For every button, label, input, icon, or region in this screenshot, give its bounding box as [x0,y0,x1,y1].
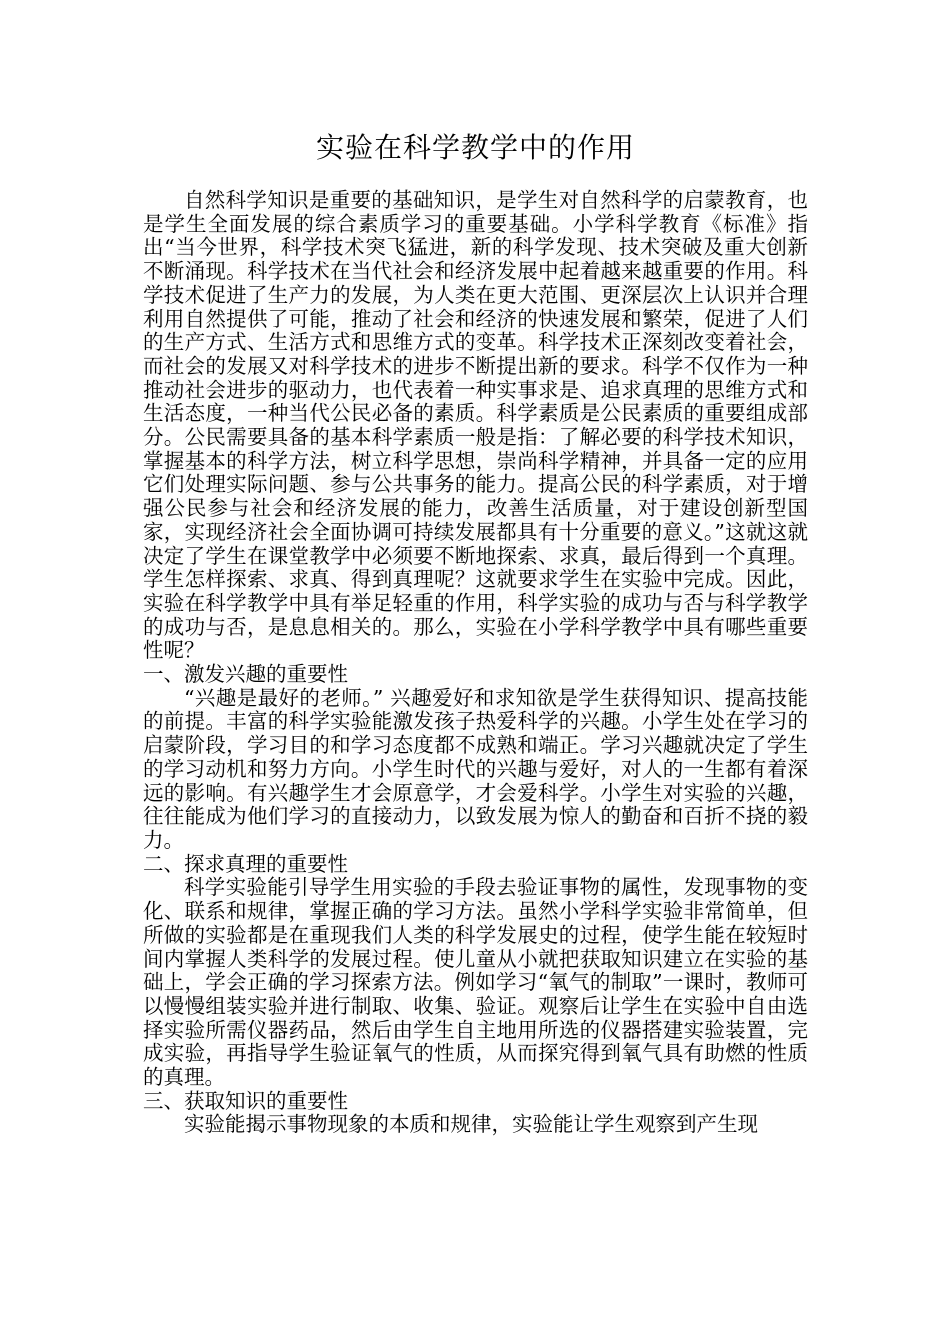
document-page [143,128,808,1137]
document-title: 实验在科学教学中的作用 [315,131,635,164]
section-body-knowledge: 实验能揭示事物现象的本质和规律，实验能让学生观察到产生现 [184,1112,758,1137]
intro-paragraph: 自然科学知识是重要的基础知识，是学生对自然科学的启蒙教育，也是学生全面发展的综合素质学习的重要基础。小学科学教育《标准》指出“当今世界，科学技术突飞猛进，新的科学发现、技术突破及重大创新不断涌现。科学技术在当代社会和经济发展中起着越来越重要的作用。科学技术促进了生产力的发展，为人类在更大范围、更深层次上认识并合理利用自然提供了可能，推动了社会和经济的快速发展和繁荣，促进了人们的生产方式、生活方式和思维方式的变革。科学技术正深刻改变着社会，而社会的发展又对科学技术的进步不断提出新的要求。科学不仅作为一种推动社会进步的驱动力，也代表着一种实事求是、追求真理的思维方式和生活态度，一种当代公民必备的素质。科学素质是公民素质的重要组成部分。公民需要具备的基本科学素质一般是指：了解必要的科学技术知识，掌握基本的科学方法，树立科学思想，崇尚科学精神，并具备一定的应用它们处理实际问题、参与公共事务的能力。提高公民的科学素质，对于增强公民参与社会和经济发展的能力，改善生活质量，对于建设创新型国家，实现经济社会全面协调可持续发展都具有十分重要的意义。”这就这就决定了学生在课堂教学中必须要不断地探索、求真，最后得到一个真理。学生怎样探索、求真、得到真理呢？这就要求学生在实验中完成。因此，实验在科学教学中具有举足轻重的作用，科学实验的成功与否与科学教学的成功与否，是息息相关的。那么，实验在小学科学教学中具有哪些重要性呢？ [143,188,808,663]
section-heading-interest: 一、激发兴趣的重要性 [143,662,348,687]
section-body-truth: 科学实验能引导学生用实验的手段去验证事物的属性，发现事物的变化、联系和规律，掌握正确的学习方法。虽然小学科学实验非常简单，但所做的实验都是在重现我们人类的科学发展史的过程，使学生能在较短时间内掌握人类科学的发展过程。使儿童从小就把获取知识建立在实验的基础上，学会正确的学习探索方法。例如学习“氧气的制取”一课时，教师可以慢慢组装实验并进行制取、收集、验证。观察后让学生在实验中自由选择实验所需仪器药品，然后由学生自主地用所选的仪器搭建实验装置，完成实验，再指导学生验证氧气的性质，从而探究得到氧气具有助燃的性质的真理。 [143,875,808,1090]
section-body-interest: “兴趣是最好的老师。” 兴趣爱好和求知欲是学生获得知识、提高技能的前提。丰富的科学实验能激发孩子热爱科学的兴趣。小学生处在学习的启蒙阶段，学习目的和学习态度都不成熟和端正。学习兴趣就决定了学生的学习动机和努力方向。小学生时代的兴趣与爱好，对人的一生都有着深远的影响。有兴趣学生才会原意学，才会爱科学。小学生对实验的兴趣，往往能成为他们学习的直接动力，以致发展为惊人的勤奋和百折不挠的毅力。 [143,685,808,852]
section-heading-truth: 二、探求真理的重要性 [143,851,348,876]
section-heading-knowledge: 三、获取知识的重要性 [143,1088,348,1113]
